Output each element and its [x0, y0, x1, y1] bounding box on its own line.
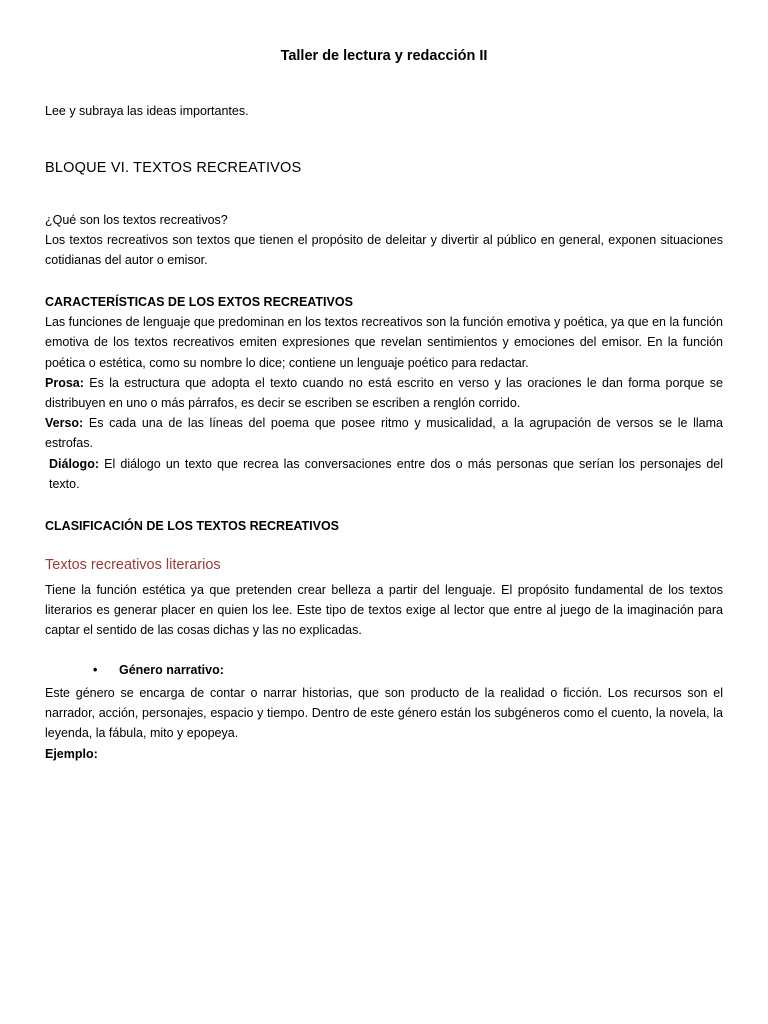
question-heading: ¿Qué son los textos recreativos? [45, 213, 228, 227]
literarios-subheading: Textos recreativos literarios [45, 557, 221, 573]
section-narrativo [45, 683, 723, 764]
genero-label: Género narrativo: [119, 663, 224, 677]
dialogo-paragraph [45, 454, 723, 494]
bullet-icon: • [93, 663, 98, 677]
dialogo-label: Diálogo: [49, 456, 99, 471]
prosa-label: Prosa: [45, 375, 84, 390]
clasificacion-heading: CLASIFICACIÓN DE LOS TEXTOS RECREATIVOS [45, 519, 340, 533]
verso-paragraph [45, 413, 723, 453]
prosa-paragraph [45, 373, 723, 413]
verso-label: Verso: [45, 416, 84, 431]
question-answer: Los textos recreativos son textos que tienen el propósito de deleitar y divertir al público en general, exponen situaciones cotidianas del autor o emisor. [45, 233, 723, 268]
genero-bullet-item [93, 663, 224, 677]
caracteristicas-heading: CARACTERÍSTICAS DE LOS EXTOS RECREATIVOS [45, 295, 353, 309]
genero-paragraph: Este género se encarga de contar o narrar historias, que son producto de la realidad o ficción. Los recursos son el narrador, acción, personajes, espacio y tiempo. Dentro de este género están los subgéneros como el cuento, la novela, la leyenda, la fábula, mito y epopeya. [45, 686, 723, 741]
instruction-text: Lee y subraya las ideas importantes. [45, 104, 249, 118]
bloque-heading: BLOQUE VI. TEXTOS RECREATIVOS [45, 160, 302, 176]
prosa-text: Es la estructura que adopta el texto cuando no está escrito en verso y las oraciones le dan forma porque se distribuyen en uno o más párrafos, es decir se escriben se escriben a renglón corrido. [45, 375, 723, 411]
document-title: Taller de lectura y redacción II [280, 48, 488, 64]
section-caracteristicas [45, 292, 723, 494]
dialogo-text: El diálogo un texto que recrea las conversaciones entre dos o más personas que serían los personajes del texto. [49, 456, 723, 491]
verso-text: Es cada una de las líneas del poema que posee ritmo y musicalidad, a la agrupación de versos se le llama estrofas. [45, 416, 723, 451]
ejemplo-label: Ejemplo: [45, 746, 98, 761]
caracteristicas-intro: Las funciones de lenguaje que predominan en los textos recreativos son la función emotiva y poética, ya que en la función emotiva de los textos recreativos emiten expresiones que revelan sentimientos y emociones del emisor. En la función poética o estética, como su nombre lo dice; contiene un lenguaje poético para redactar. [45, 315, 723, 370]
literarios-paragraph: Tiene la función estética ya que pretenden crear belleza a partir del lenguaje. El propósito fundamental de los textos literarios es generar placer en quien los lee. Este tipo de textos exige al lector que entre al juego de la imaginación para captar el sentido de las cosas dichas y las no explicadas. [45, 583, 723, 638]
section-que-son [45, 210, 723, 271]
